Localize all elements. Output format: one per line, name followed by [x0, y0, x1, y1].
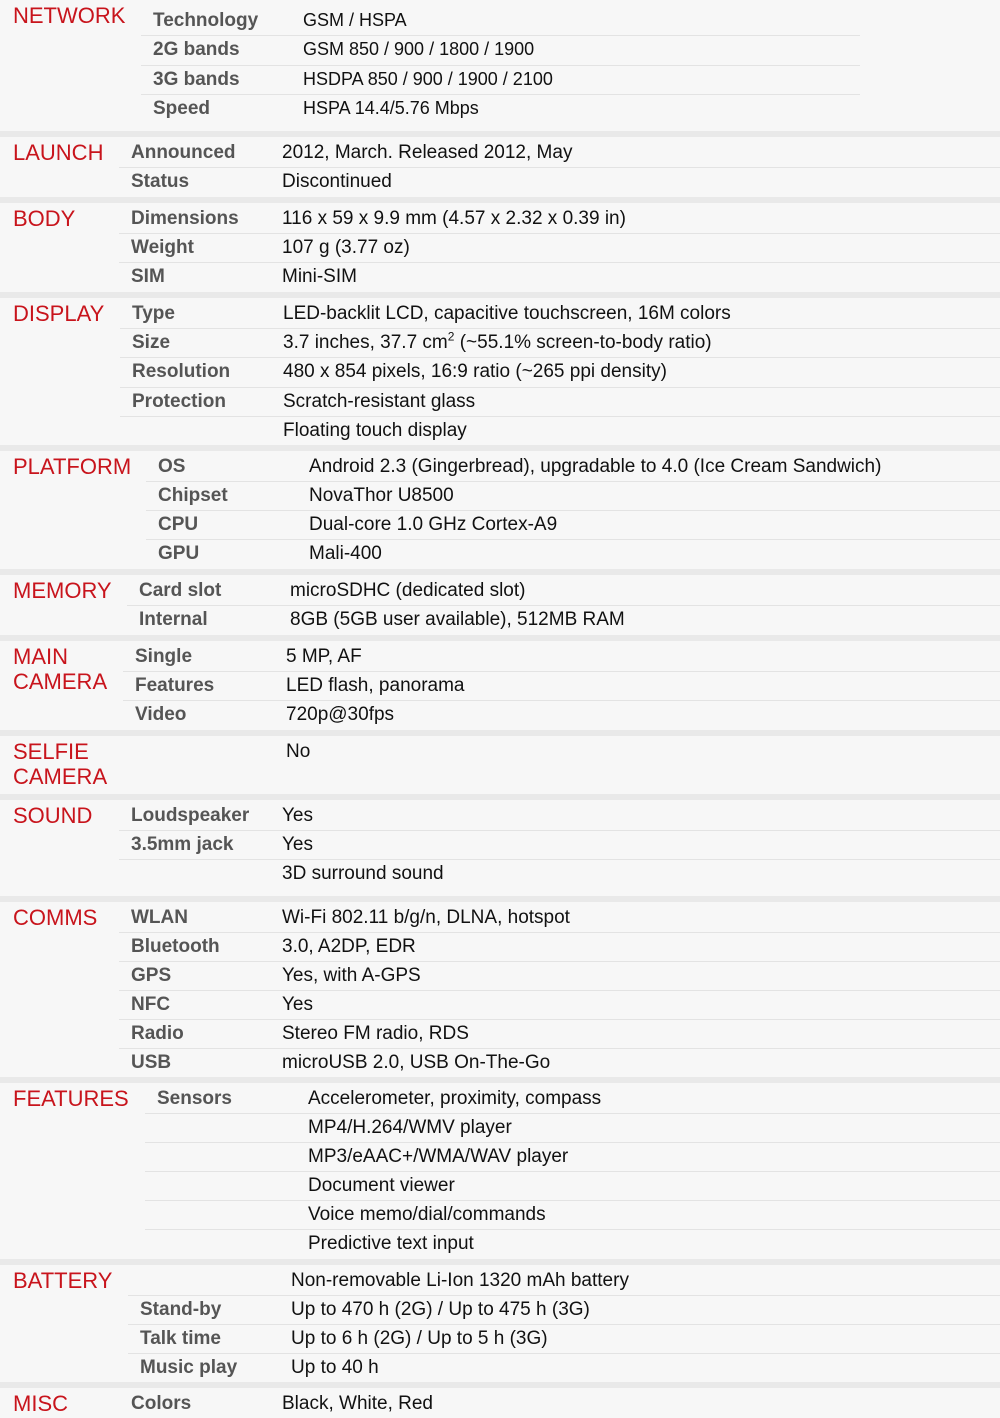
- row-divider: [120, 357, 1000, 358]
- spec-value: [309, 485, 454, 507]
- spec-value-text: HSPA 14.4/5.76 Mbps: [303, 97, 479, 118]
- spec-row: [0, 1048, 1000, 1077]
- spec-value-text: 3.0, A2DP, EDR: [282, 936, 416, 957]
- spec-value: [291, 1299, 590, 1321]
- category-label: MEMORY: [13, 578, 112, 603]
- spec-value-text: Wi-Fi 802.11 b/g/n, DLNA, hotspot: [282, 907, 570, 928]
- spec-section-display: [0, 292, 1000, 445]
- spec-value-text: Accelerometer, proximity, compass: [308, 1088, 602, 1109]
- spec-value-text: GSM 850 / 900 / 1800 / 1900: [303, 39, 535, 60]
- row-divider: [141, 35, 860, 36]
- spec-value-text: 2012, March. Released 2012, May: [282, 142, 573, 163]
- spec-row: [0, 481, 1000, 510]
- spec-value: [286, 675, 465, 697]
- spec-row: [0, 138, 1000, 167]
- spec-label: Size: [132, 332, 171, 354]
- spec-value: [308, 1233, 474, 1255]
- spec-value-text: 3D surround sound: [282, 863, 444, 884]
- spec-value: [303, 10, 407, 31]
- spec-value-text: Voice memo/dial/commands: [308, 1204, 546, 1225]
- row-divider: [127, 605, 1000, 606]
- spec-value: [283, 420, 467, 442]
- spec-section-body: [0, 197, 1000, 292]
- spec-label: Technology: [153, 10, 259, 31]
- spec-value-text: 480 x 854 pixels, 16:9 ratio (~265 ppi density): [283, 361, 667, 383]
- spec-row: [0, 357, 1000, 386]
- category-label: BATTERY: [13, 1268, 113, 1293]
- spec-value-text: 116 x 59 x 9.9 mm (4.57 x 2.32 x 0.39 in): [282, 208, 626, 229]
- category-label: SOUND: [13, 803, 93, 828]
- spec-row: [0, 1389, 1000, 1418]
- row-divider: [141, 65, 860, 66]
- spec-row: [0, 737, 1000, 766]
- spec-value: [282, 237, 410, 259]
- spec-row: [0, 452, 1000, 481]
- spec-value-text: Android 2.3 (Gingerbread), upgradable to 4.0 (Ice Cream Sandwich): [309, 456, 882, 477]
- spec-value: [282, 863, 444, 885]
- spec-label: 3G bands: [153, 68, 240, 90]
- spec-value-text: Scratch-resistant glass: [283, 390, 476, 412]
- spec-value: [282, 208, 626, 230]
- spec-value-text: microUSB 2.0, USB On-The-Go: [282, 1052, 551, 1073]
- row-divider: [119, 859, 1000, 860]
- spec-row: [0, 671, 1000, 700]
- spec-row: [0, 35, 1000, 64]
- spec-value: [282, 1393, 433, 1415]
- spec-value-text: LED flash, panorama: [286, 675, 465, 696]
- spec-label: Colors: [131, 1393, 192, 1414]
- spec-section-memory: [0, 569, 1000, 635]
- spec-value-text: Up to 470 h (2G) / Up to 475 h (3G): [291, 1299, 590, 1320]
- spec-row: [0, 65, 1000, 94]
- spec-row: [0, 204, 1000, 233]
- spec-label: Card slot: [139, 580, 222, 601]
- spec-row: [0, 328, 1000, 357]
- spec-value-text: Predictive text input: [308, 1233, 474, 1254]
- category-label: LAUNCH: [13, 140, 104, 165]
- spec-value-continued: (~55.1% screen-to-body ratio): [454, 332, 712, 354]
- spec-value: [283, 391, 475, 413]
- row-divider: [123, 671, 1000, 672]
- category-label: COMMS: [13, 905, 98, 930]
- spec-row: [0, 1113, 1000, 1142]
- spec-section-comms: [0, 896, 1000, 1077]
- spec-value-text: 107 g (3.77 oz): [282, 237, 410, 258]
- spec-label: Chipset: [158, 485, 228, 506]
- row-divider: [119, 1019, 1000, 1020]
- spec-row: [0, 932, 1000, 961]
- spec-value: [286, 646, 362, 668]
- spec-value: [283, 303, 731, 325]
- spec-value-text: NovaThor U8500: [309, 485, 454, 506]
- spec-row: [0, 387, 1000, 416]
- spec-value: [282, 142, 572, 164]
- row-divider: [119, 990, 1000, 991]
- row-divider: [145, 1113, 1000, 1114]
- spec-value-text: Non-removable Li-Ion 1320 mAh battery: [291, 1270, 629, 1291]
- spec-label: NFC: [131, 994, 171, 1015]
- category-label: PLATFORM: [13, 454, 132, 479]
- spec-row: [0, 1353, 1000, 1382]
- spec-value: [308, 1088, 601, 1110]
- spec-label: Video: [135, 704, 187, 725]
- spec-value-text: Floating touch display: [283, 419, 467, 441]
- spec-value-text: MP3/eAAC+/WMA/WAV player: [308, 1146, 569, 1167]
- category-label: MAIN CAMERA: [13, 644, 108, 694]
- spec-value-text: Yes: [282, 805, 313, 826]
- spec-row: [0, 700, 1000, 729]
- spec-section-network: [0, 0, 1000, 131]
- spec-value-text: Mali-400: [309, 543, 382, 564]
- spec-row: [0, 6, 1000, 35]
- spec-label: 3.5mm jack: [131, 834, 234, 855]
- spec-value: [309, 514, 557, 536]
- spec-label: Music play: [140, 1357, 238, 1378]
- spec-row: [0, 903, 1000, 932]
- category-label: BODY: [13, 206, 76, 231]
- spec-row: [0, 642, 1000, 671]
- spec-value-superscript: 2: [447, 329, 455, 344]
- spec-value: [282, 994, 313, 1016]
- spec-value: [291, 1328, 548, 1350]
- spec-row: [0, 1171, 1000, 1200]
- spec-row: [0, 1200, 1000, 1229]
- spec-label: USB: [131, 1052, 172, 1073]
- spec-row: [0, 539, 1000, 568]
- spec-label: Weight: [131, 237, 194, 258]
- row-divider: [120, 328, 1000, 329]
- spec-value: [303, 98, 479, 119]
- spec-row: [0, 1229, 1000, 1258]
- spec-value-text: Up to 40 h: [291, 1357, 379, 1378]
- spec-row: [0, 1266, 1000, 1295]
- spec-value: [286, 704, 394, 726]
- row-divider: [146, 539, 1000, 540]
- spec-label: Resolution: [132, 361, 231, 383]
- spec-value: [282, 266, 357, 288]
- spec-row: [0, 510, 1000, 539]
- spec-row: [0, 299, 1000, 328]
- category-label: MISC: [13, 1391, 68, 1416]
- spec-value-text: Stereo FM radio, RDS: [282, 1023, 469, 1044]
- row-divider: [145, 1171, 1000, 1172]
- spec-label: Sensors: [157, 1088, 232, 1109]
- spec-value: [282, 805, 313, 827]
- spec-value: [308, 1175, 455, 1197]
- row-divider: [145, 1229, 1000, 1230]
- spec-section-features: [0, 1077, 1000, 1259]
- spec-value-text: Yes: [282, 994, 313, 1015]
- spec-label: 2G bands: [153, 39, 240, 61]
- spec-value-text: LED-backlit LCD, capacitive touchscreen, 16M colors: [283, 303, 731, 324]
- spec-label: Bluetooth: [131, 936, 220, 957]
- spec-row: [0, 262, 1000, 291]
- spec-row: [0, 167, 1000, 196]
- spec-label: SIM: [131, 266, 165, 287]
- spec-row: [0, 605, 1000, 634]
- spec-label: Features: [135, 675, 215, 696]
- spec-value: [308, 1146, 568, 1168]
- spec-label: WLAN: [131, 907, 188, 928]
- spec-row: [0, 576, 1000, 605]
- spec-value-text: GSM / HSPA: [303, 10, 407, 30]
- spec-value: [309, 456, 881, 478]
- spec-value-text: Document viewer: [308, 1175, 455, 1196]
- row-divider: [120, 416, 1000, 417]
- spec-label: Single: [135, 646, 193, 667]
- spec-row: [0, 859, 1000, 888]
- spec-value-text: Mini-SIM: [282, 266, 357, 287]
- spec-label: Speed: [153, 97, 211, 119]
- row-divider: [120, 387, 1000, 388]
- row-divider: [119, 262, 1000, 263]
- spec-value: [282, 907, 570, 929]
- spec-value: [282, 1052, 550, 1074]
- spec-row: [0, 1324, 1000, 1353]
- row-divider: [119, 1048, 1000, 1049]
- spec-label: Status: [131, 171, 190, 192]
- row-divider: [146, 510, 1000, 511]
- spec-value-text: HSDPA 850 / 900 / 1900 / 2100: [303, 68, 553, 89]
- row-divider: [119, 167, 1000, 168]
- spec-section-battery: [0, 1259, 1000, 1382]
- spec-value: [291, 1270, 629, 1292]
- row-divider: [119, 830, 1000, 831]
- row-divider: [119, 961, 1000, 962]
- spec-value: [282, 965, 421, 987]
- row-divider: [128, 1324, 1000, 1325]
- spec-label: Radio: [131, 1023, 184, 1044]
- spec-section-launch: [0, 131, 1000, 197]
- spec-row: [0, 961, 1000, 990]
- row-divider: [128, 1295, 1000, 1296]
- spec-value: [303, 39, 534, 60]
- spec-label: Dimensions: [131, 208, 239, 229]
- spec-value-text: Black, White, Red: [282, 1393, 433, 1414]
- category-label: NETWORK: [13, 3, 126, 28]
- spec-value-text: 3.7 inches, 37.7 cm: [283, 332, 448, 354]
- spec-row: [0, 830, 1000, 859]
- spec-label: CPU: [158, 514, 199, 535]
- spec-value: [282, 171, 392, 193]
- spec-label: Talk time: [140, 1328, 221, 1349]
- spec-value: [282, 834, 313, 856]
- spec-value-text: microSDHC (dedicated slot): [290, 580, 526, 601]
- spec-value: [283, 361, 667, 383]
- spec-row: [0, 416, 1000, 445]
- spec-value: [282, 1023, 469, 1045]
- spec-value: [283, 329, 712, 354]
- spec-label: Stand-by: [140, 1299, 222, 1320]
- spec-value: [282, 936, 416, 958]
- spec-label: Announced: [131, 142, 236, 163]
- spec-row: [0, 94, 1000, 123]
- spec-label: GPU: [158, 543, 200, 564]
- spec-value-text: 5 MP, AF: [286, 646, 362, 667]
- spec-row: [0, 1084, 1000, 1113]
- spec-row: [0, 1142, 1000, 1171]
- row-divider: [145, 1142, 1000, 1143]
- spec-value-text: Up to 6 h (2G) / Up to 5 h (3G): [291, 1328, 548, 1349]
- category-label: DISPLAY: [13, 301, 105, 326]
- spec-value: [290, 580, 525, 602]
- spec-label: OS: [158, 456, 186, 477]
- spec-value: [290, 609, 625, 631]
- spec-value-text: MP4/H.264/WMV player: [308, 1117, 512, 1138]
- spec-value: [308, 1117, 512, 1139]
- spec-value-text: Dual-core 1.0 GHz Cortex-A9: [309, 514, 558, 535]
- spec-value: [291, 1357, 379, 1379]
- spec-value-text: 720p@30fps: [286, 704, 395, 725]
- spec-label: Type: [132, 303, 175, 324]
- row-divider: [123, 700, 1000, 701]
- spec-value-text: No: [286, 741, 311, 762]
- spec-row: [0, 1295, 1000, 1324]
- spec-section-main-camera: [0, 635, 1000, 730]
- spec-value: [303, 69, 553, 90]
- spec-value-text: 8GB (5GB user available), 512MB RAM: [290, 609, 625, 630]
- row-divider: [145, 1200, 1000, 1201]
- spec-value-text: Yes: [282, 834, 313, 855]
- spec-value-text: Discontinued: [282, 171, 392, 192]
- row-divider: [141, 94, 860, 95]
- category-label: SELFIE CAMERA: [13, 739, 108, 789]
- row-divider: [119, 233, 1000, 234]
- spec-label: Loudspeaker: [131, 805, 250, 826]
- spec-label: Protection: [132, 390, 226, 412]
- spec-value-text: Yes, with A-GPS: [282, 965, 421, 986]
- spec-section-platform: [0, 445, 1000, 569]
- row-divider: [146, 481, 1000, 482]
- spec-row: [0, 1019, 1000, 1048]
- spec-value: [286, 741, 310, 763]
- spec-value: [309, 543, 382, 565]
- row-divider: [119, 932, 1000, 933]
- spec-label: Internal: [139, 609, 208, 630]
- spec-value: [308, 1204, 546, 1226]
- spec-row: [0, 233, 1000, 262]
- spec-section-sound: [0, 794, 1000, 896]
- spec-section-misc: [0, 1382, 1000, 1418]
- spec-label: GPS: [131, 965, 172, 986]
- spec-row: [0, 801, 1000, 830]
- spec-row: [0, 990, 1000, 1019]
- row-divider: [128, 1353, 1000, 1354]
- category-label: FEATURES: [13, 1086, 129, 1111]
- spec-section-selfie-camera: [0, 730, 1000, 794]
